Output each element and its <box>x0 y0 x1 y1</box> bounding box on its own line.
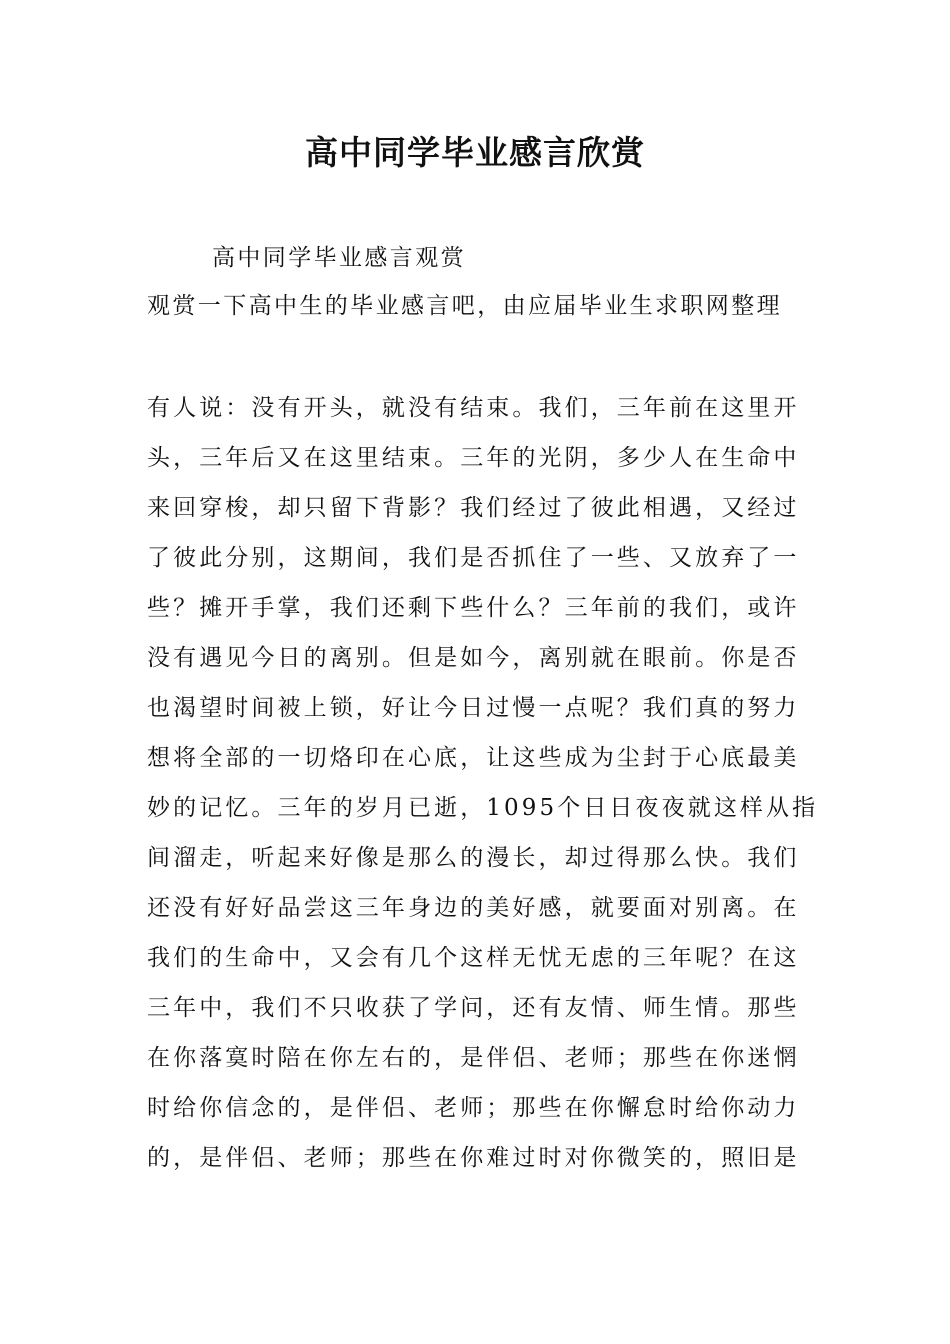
intro-line: 观赏一下高中生的毕业感言吧，由应届毕业生求职网整理 <box>147 293 782 319</box>
body-line: 头，三年后又在这里结束。三年的光阴，多少人在生命中 <box>147 445 800 471</box>
body-line: 有人说：没有开头，就没有结束。我们，三年前在这里开 <box>147 395 800 421</box>
document-subtitle: 高中同学毕业感言观赏 <box>212 245 466 271</box>
body-line: 间溜走，听起来好像是那么的漫长，却过得那么快。我们 <box>147 845 800 871</box>
document-title: 高中同学毕业感言欣赏 <box>305 133 645 172</box>
body-line: 的，是伴侣、老师；那些在你难过时对你微笑的，照旧是 <box>147 1145 800 1171</box>
body-line: 些？摊开手掌，我们还剩下些什么？三年前的我们，或许 <box>147 595 800 621</box>
body-line: 妙的记忆。三年的岁月已逝，1095个日日夜夜就这样从指 <box>147 795 819 821</box>
body-line: 没有遇见今日的离别。但是如今，离别就在眼前。你是否 <box>147 645 800 671</box>
body-line: 了彼此分别，这期间，我们是否抓住了一些、又放弃了一 <box>147 545 800 571</box>
body-line: 还没有好好品尝这三年身边的美好感，就要面对别离。在 <box>147 895 800 921</box>
body-line: 也渴望时间被上锁，好让今日过慢一点呢？我们真的努力 <box>147 695 800 721</box>
body-line: 在你落寞时陪在你左右的，是伴侣、老师；那些在你迷惘 <box>147 1045 800 1071</box>
body-line: 想将全部的一切烙印在心底，让这些成为尘封于心底最美 <box>147 745 800 771</box>
body-line: 来回穿梭，却只留下背影？我们经过了彼此相遇，又经过 <box>147 495 800 521</box>
body-line: 三年中，我们不只收获了学问，还有友情、师生情。那些 <box>147 995 800 1021</box>
body-line: 我们的生命中，又会有几个这样无忧无虑的三年呢？在这 <box>147 945 800 971</box>
body-line: 时给你信念的，是伴侣、老师；那些在你懈怠时给你动力 <box>147 1095 800 1121</box>
